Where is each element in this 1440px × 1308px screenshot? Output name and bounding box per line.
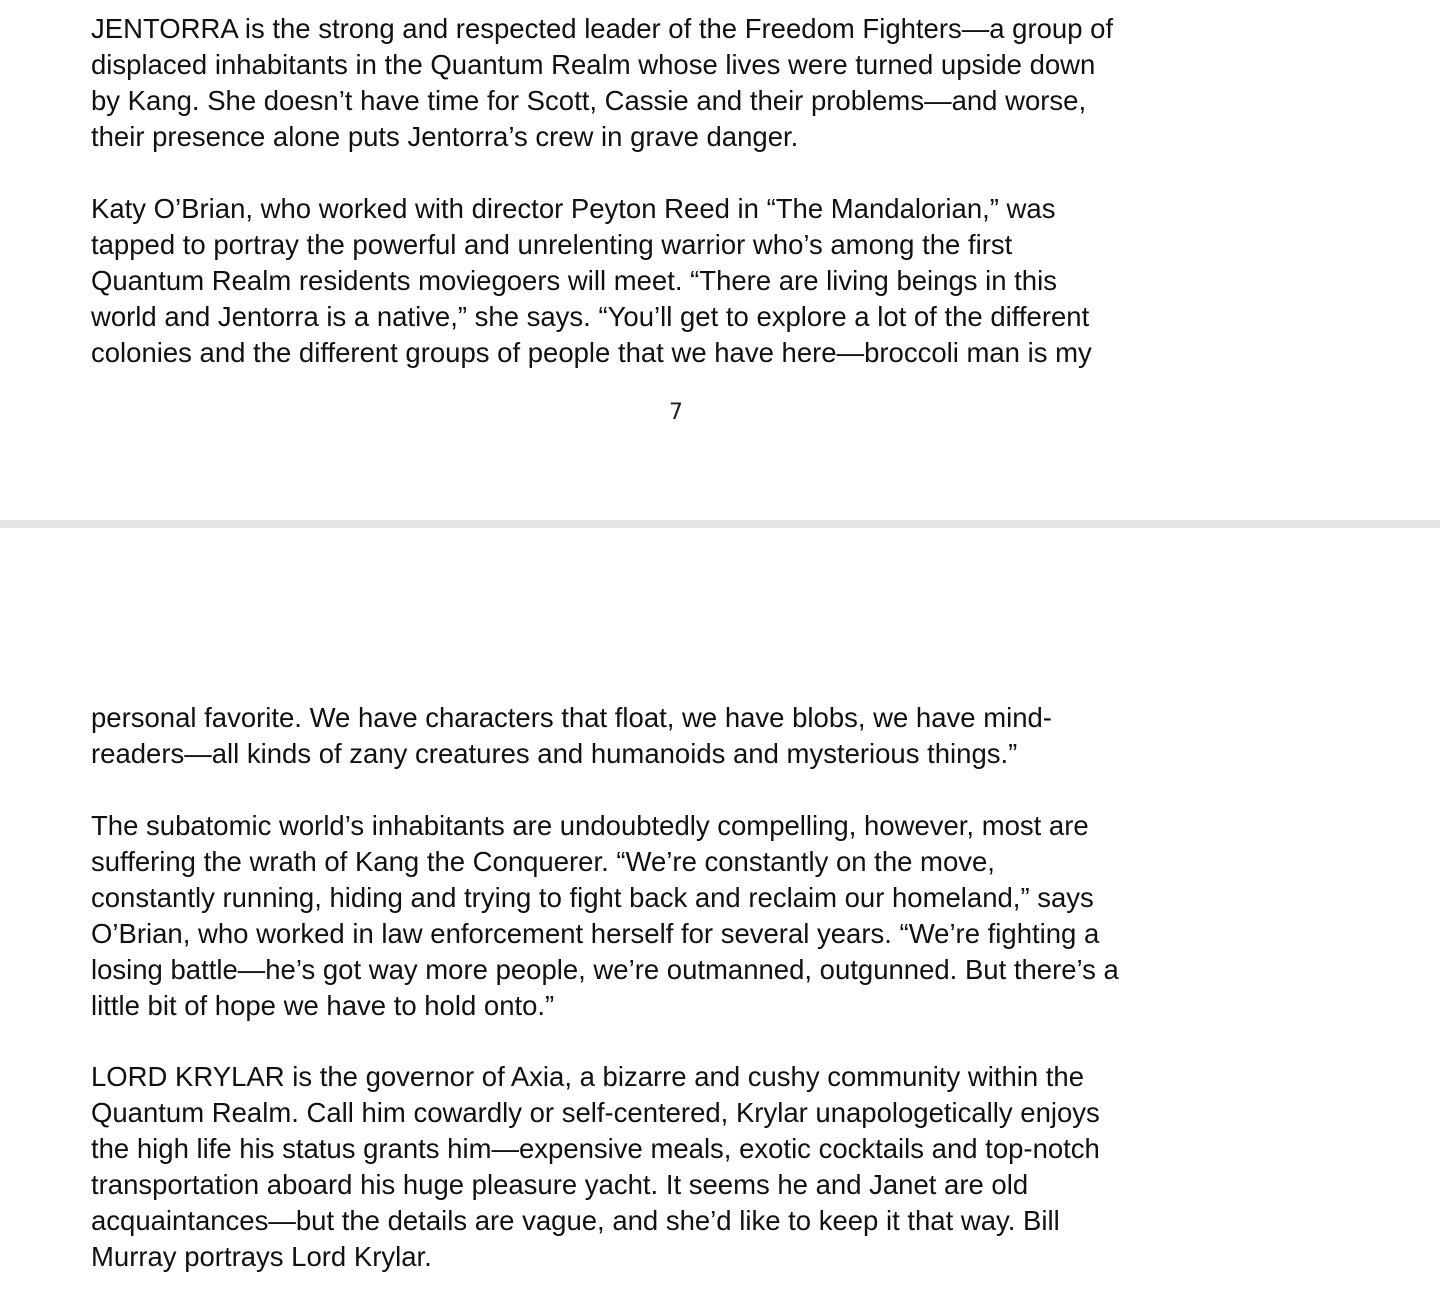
document-page-8 <box>0 528 1440 1308</box>
paragraph-personal-favorite: personal favorite. We have characters that float, we have blobs, we have mind- readers—all kinds of zany creatures and humanoids and mysterious things.” <box>91 702 1052 769</box>
document-page-7 <box>0 0 1440 520</box>
paragraph-katy-obrian: Katy O’Brian, who worked with director Peyton Reed in “The Mandalorian,” was tapped to portray the powerful and unrelenting warrior who’s among the first Quantum Realm residents moviegoers will meet. “There are living beings in this world and Jentorra is a native,” she says. “You’ll get to explore a lot of the different colonies and the different groups of people that we have here—broccoli man is my <box>91 193 1092 368</box>
paragraph-lord-krylar: LORD KRYLAR is the governor of Axia, a bizarre and cushy community within the Quantum Realm. Call him cowardly or self-centered, Krylar unapologetically enjoys the high life his status grants him—expensive meals, exotic cocktails and top-notch transportation aboard his huge pleasure yacht. It seems he and Janet are old acquaintances—but the details are vague, and she’d like to keep it that way. Bill Murray portrays Lord Krylar. <box>91 1061 1100 1272</box>
paragraph-subatomic-world: The subatomic world’s inhabitants are undoubtedly compelling, however, most are suffering the wrath of Kang the Conquerer. “We’re constantly on the move, constantly running, hiding and trying to fight back and reclaim our homeland,” says O’Brian, who worked in law enforcement herself for several years. “We’re fighting a losing battle—he’s got way more people, we’re outmanned, outgunned. But there’s a little bit of hope we have to hold onto.” <box>91 810 1119 1021</box>
page-separator <box>0 520 1440 528</box>
paragraph-jentorra: JENTORRA is the strong and respected leader of the Freedom Fighters—a group of displaced inhabitants in the Quantum Realm whose lives were turned upside down by Kang. She doesn’t have time for Scott, Cassie and their problems—and worse, their presence alone puts Jentorra’s crew in grave danger. <box>91 13 1114 152</box>
page-number: 7 <box>669 400 683 425</box>
